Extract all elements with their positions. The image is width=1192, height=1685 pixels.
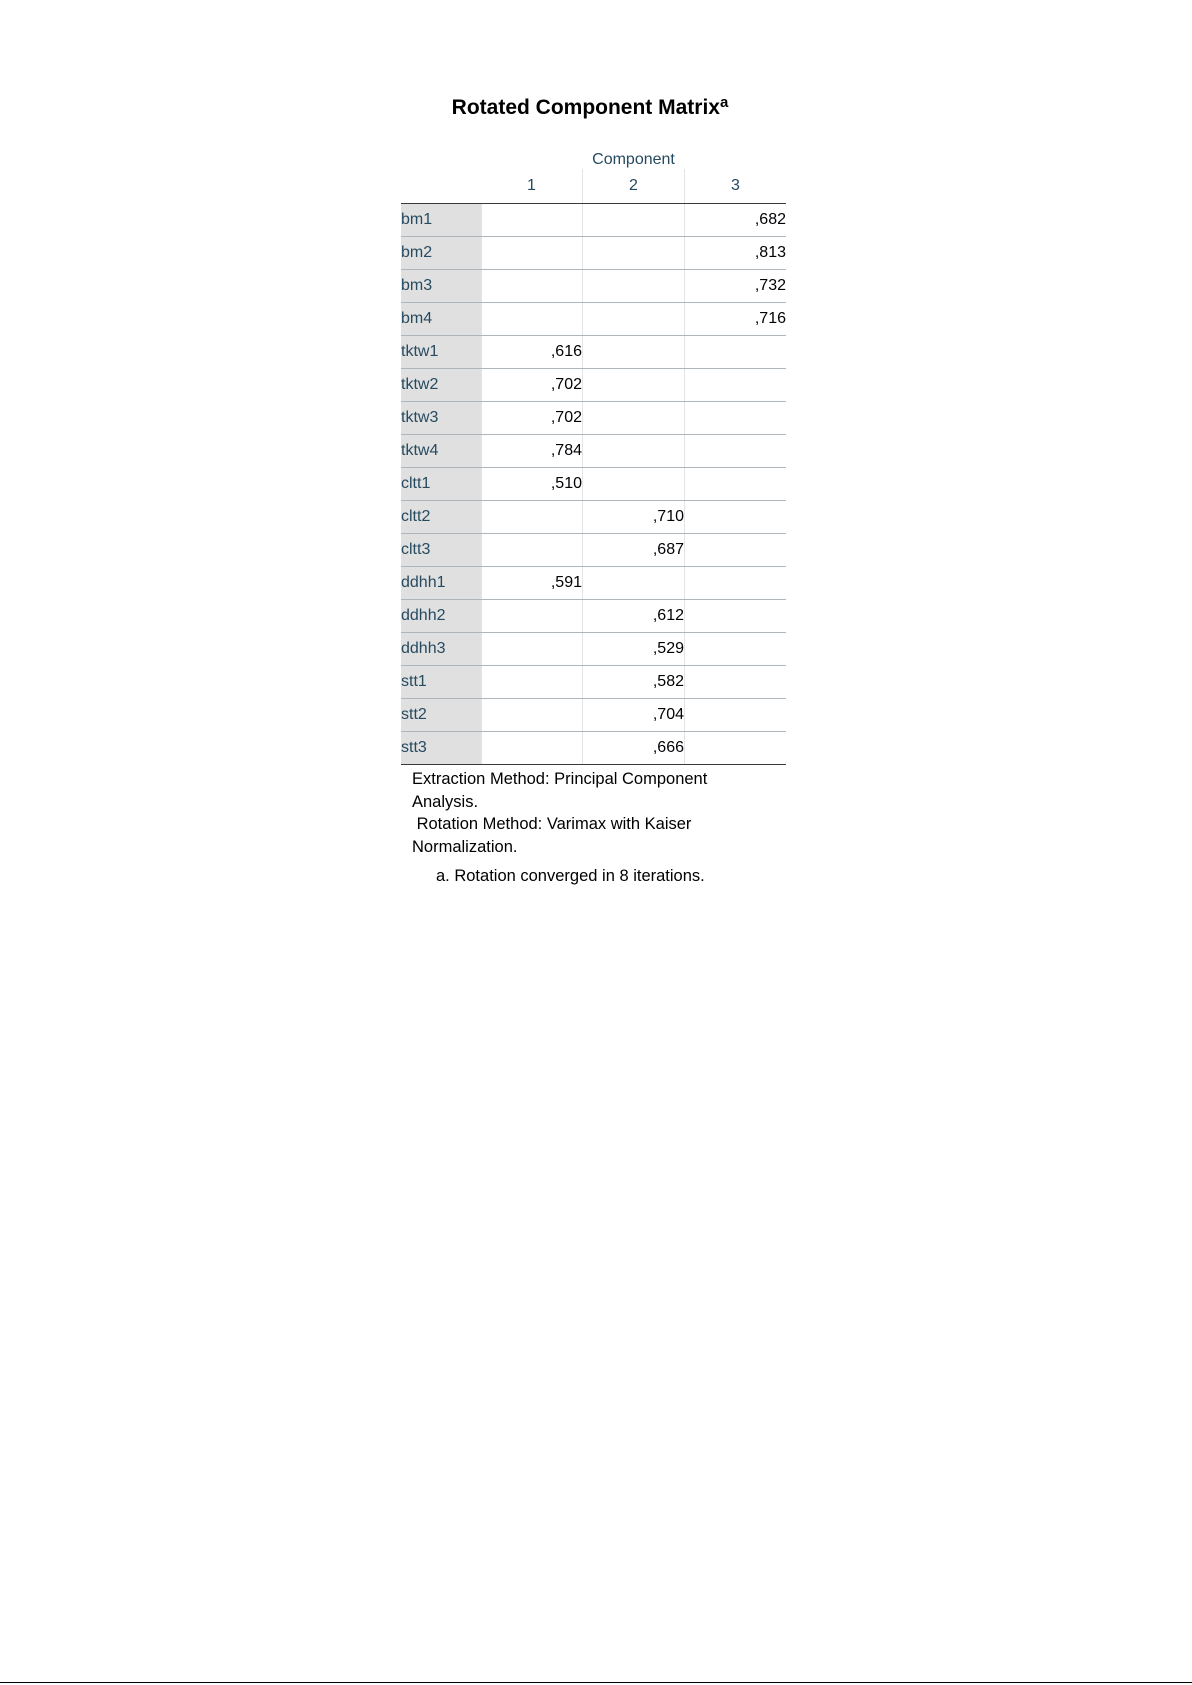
column-group-header: Component [592,151,675,168]
cell-component-1 [481,732,583,765]
extraction-method-note: Extraction Method: Principal Component Analysis. [412,770,708,811]
cell-component-3 [685,567,787,600]
cell-component-2: ,666 [583,732,685,765]
table-row [401,237,786,270]
column-header-2: 2 [583,169,685,204]
table-row [401,732,786,765]
table-row [401,204,786,237]
cell-component-3 [685,732,787,765]
table-row [401,435,786,468]
cell-component-3: ,813 [685,237,787,270]
cell-component-3 [685,666,787,699]
cell-component-2 [583,567,685,600]
cell-component-3: ,682 [685,204,787,237]
table-row [401,369,786,402]
cell-component-2 [583,369,685,402]
cell-component-1 [481,270,583,303]
rotated-component-matrix [401,140,786,765]
row-label: ddhh1 [401,567,481,600]
row-label: tktw2 [401,369,481,402]
row-label: bm1 [401,204,481,237]
cell-component-1 [481,633,583,666]
cell-component-3: ,716 [685,303,787,336]
cell-component-1: ,784 [481,435,583,468]
cell-component-3 [685,336,787,369]
cell-component-2 [583,270,685,303]
row-label: stt3 [401,732,481,765]
cell-component-1: ,616 [481,336,583,369]
row-label: stt2 [401,699,481,732]
cell-component-1: ,702 [481,402,583,435]
header-corner-lower [401,169,481,204]
row-label: bm4 [401,303,481,336]
table-row [401,336,786,369]
table-row [401,270,786,303]
table-row [401,666,786,699]
cell-component-3 [685,468,787,501]
cell-component-2: ,710 [583,501,685,534]
cell-component-3 [685,600,787,633]
rotation-method-note: Rotation Method: Varimax with Kaiser Normalization. [412,815,696,856]
row-label: stt1 [401,666,481,699]
header-corner [401,140,481,169]
table-row [401,468,786,501]
row-label: cltt3 [401,534,481,567]
cell-component-2: ,529 [583,633,685,666]
cell-component-1 [481,501,583,534]
row-label: bm3 [401,270,481,303]
cell-component-2 [583,336,685,369]
cell-component-1 [481,600,583,633]
table-row [401,402,786,435]
row-label: ddhh2 [401,600,481,633]
cell-component-1 [481,237,583,270]
cell-component-2 [583,435,685,468]
table-title-text: Rotated Component Matrix [451,96,720,119]
row-label: cltt1 [401,468,481,501]
cell-component-2 [583,468,685,501]
table-row [401,633,786,666]
header-row-component [401,140,786,169]
cell-component-3 [685,402,787,435]
cell-component-2: ,612 [583,600,685,633]
row-label: cltt2 [401,501,481,534]
cell-component-1: ,702 [481,369,583,402]
row-label: bm2 [401,237,481,270]
row-label: tktw1 [401,336,481,369]
row-label: ddhh3 [401,633,481,666]
column-header-1: 1 [481,169,583,204]
cell-component-1: ,510 [481,468,583,501]
table-row [401,600,786,633]
rotation-convergence-note: a. Rotation converged in 8 iterations. [436,867,705,885]
cell-component-1 [481,534,583,567]
table-row [401,699,786,732]
cell-component-1 [481,699,583,732]
row-label: tktw4 [401,435,481,468]
cell-component-1: ,591 [481,567,583,600]
cell-component-2: ,704 [583,699,685,732]
table-row [401,567,786,600]
cell-component-2: ,687 [583,534,685,567]
cell-component-3: ,732 [685,270,787,303]
row-label: tktw3 [401,402,481,435]
title-superscript: a [720,94,729,111]
method-footnote [412,768,772,858]
header-row-columns [401,169,786,204]
cell-component-2 [583,402,685,435]
cell-component-3 [685,699,787,732]
cell-component-1 [481,303,583,336]
table-row [401,303,786,336]
cell-component-1 [481,204,583,237]
cell-component-3 [685,369,787,402]
table-row [401,534,786,567]
cell-component-3 [685,435,787,468]
cell-component-3 [685,633,787,666]
table-title [400,96,780,120]
cell-component-1 [481,666,583,699]
cell-component-2 [583,303,685,336]
cell-component-2 [583,237,685,270]
page-bottom-rule [0,1682,1192,1683]
cell-component-2 [583,204,685,237]
cell-component-3 [685,534,787,567]
column-header-3: 3 [685,169,787,204]
cell-component-2: ,582 [583,666,685,699]
cell-component-3 [685,501,787,534]
table-row [401,501,786,534]
